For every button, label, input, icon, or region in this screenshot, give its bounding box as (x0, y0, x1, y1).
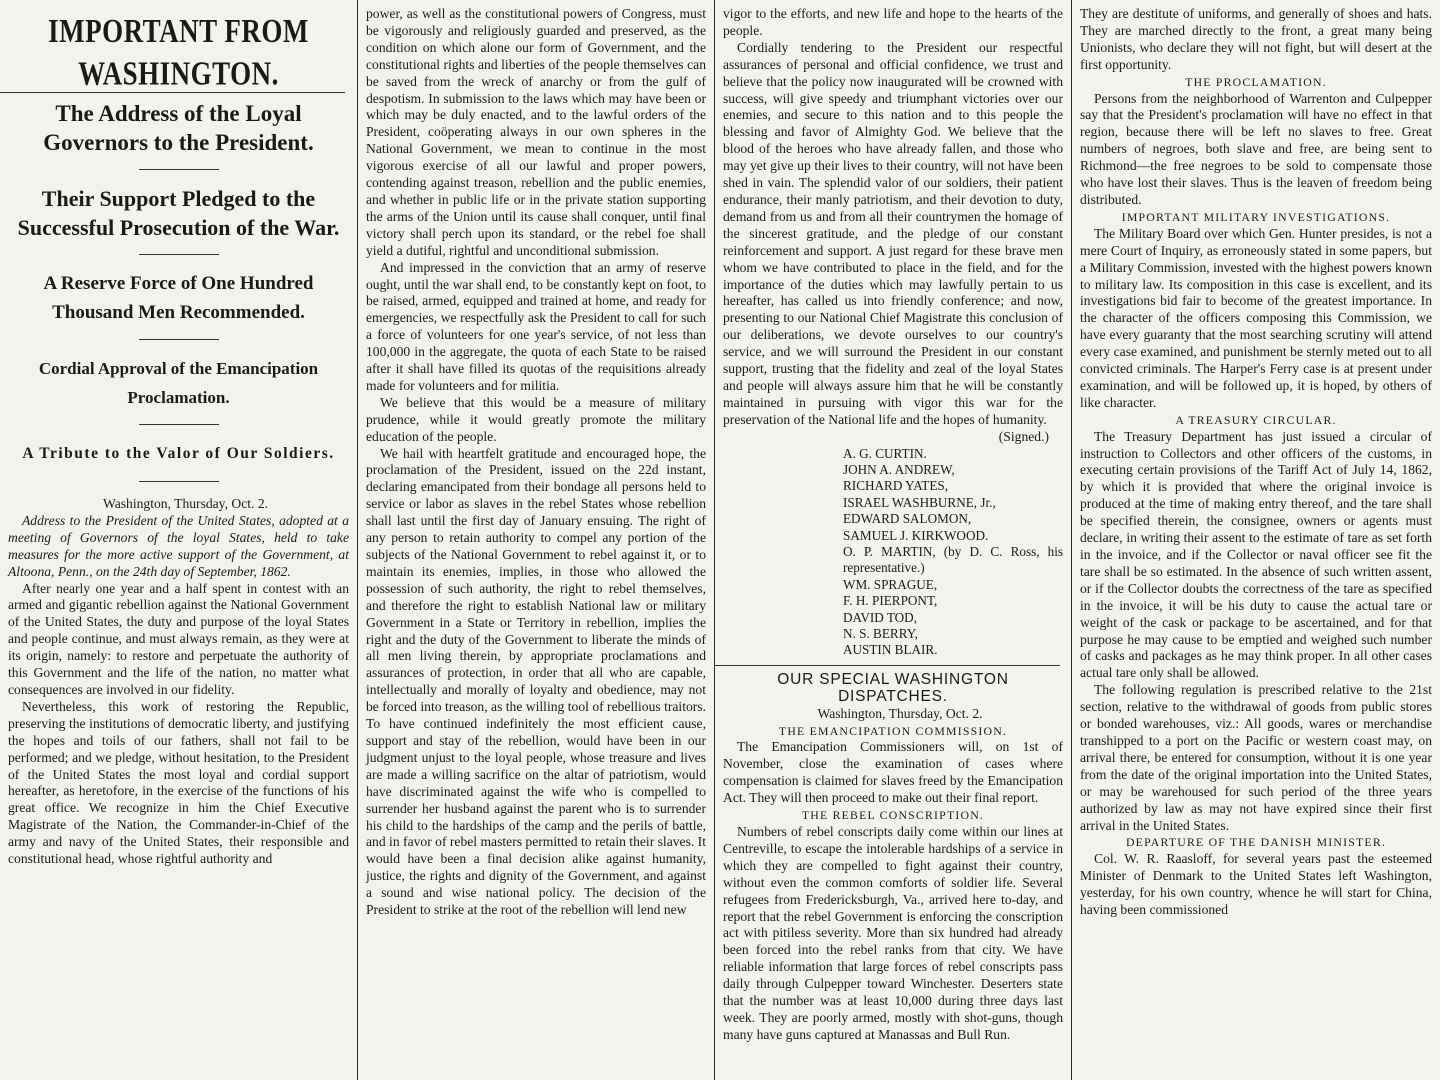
paragraph: Cordially tendering to the President our respectful assurances of personal and official confidence, we trust and believe that the policy now inaugurated will be crowned with success, will give speedy and triumphant victories over our enemies, and secure to this nation and to this people the blessing and favor of Almighty God. We believe that the blood of the heroes who have already fallen, and those who may yet give up their lives to their country, will not have been shed in vain. The splendid valor of our soldiers, their patient endurance, their manly patriotism, and their devotion to duty, demand from us and from all their countrymen the homage of the sincerest gratitude, and the pledge of our constant reinforcement and support. A just regard for these brave men whom we have contributed to place in the field, and for the importance of the duties which may lawfully pertain to us hereafter, has called us into friendly conference; and now, presenting to our National Chief Magistrate this conclusion of our deliberations, we devote ourselves to our country's service, and we will surround the President in our constant support, trusting that the fidelity and zeal of the loyal States and people will always assure him that he will be constantly maintained in pursuing with vigor this war for the preservation of the National life and the hopes of humanity. (723, 39, 1063, 427)
signatory: AUSTIN BLAIR. (843, 642, 938, 658)
paragraph: Numbers of rebel conscripts daily come within our lines at Centreville, to escape the intolerable hardships of a service in which they are compelled to fight against their country, without even the common comforts of soldier life. Several refugees from Fredericksburgh, Va., arrived here to-day, and report that the rebel Government is enforcing the conscription act with pitiless severity. More than six hundred had already been forced into the rebel ranks from that city. We have reliable information that large forces of rebel conscripts pass daily through Culpepper toward Winchester. Deserters state that the number was at least 10,000 during three days last week. They are poorly armed, mostly with shot-guns, though many have guns captured at Manassas and Bull Run. (723, 824, 1063, 1042)
signed-note: (Signed.) (998, 428, 1049, 444)
deck-2: Their Support Pledged to the Successful Prosecution of the War. (17, 186, 340, 240)
subheading: THE REBEL CONSCRIPTION. (801, 808, 985, 823)
dispatches-title: OUR SPECIAL WASHINGTON DISPATCHES. (777, 670, 1009, 705)
address-intro: Address to the President of the United States, adopted at a meeting of Governors of the loyal States, held to take measures for the more active support of the Government, at Altoona, Penn., on the 24th day of September, 1862. (8, 512, 349, 579)
column-3 (715, 0, 1072, 1080)
signatory: JOHN A. ANDREW, (843, 461, 955, 477)
deck-3: A Reserve Force of One Hundred Thousand Men Recommended. (43, 273, 314, 323)
deck-5: A Tribute to the Valor of Our Soldiers. (22, 445, 335, 462)
signatory: WM. SPRAGUE, (843, 576, 938, 592)
paragraph: They are destitute of uniforms, and generally of shoes and hats. They are marched directly to the front, a great many being Unionists, who declare they will not fight, but will desert at the first opportunity. (1080, 6, 1432, 72)
paragraph: The Military Board over which Gen. Hunter presides, is not a mere Court of Inquiry, as erroneously stated in some papers, but a Military Commission, invested with the highest powers known to military law. Its composition in this case is excellent, and its investigations bid fair to become of the greatest importance. In the character of the officers composing this Commission, we have every guaranty that the most searching scrutiny will attend every case examined, and punishment be sternly meted out to all convicted criminals. The Harper's Ferry case is at present under examination, and will be followed up, it is hoped, by others of like character. (1080, 225, 1432, 410)
subheading: THE PROCLAMATION. (1185, 74, 1327, 89)
paragraph: We hail with heartfelt gratitude and encouraged hope, the proclamation of the President, issued on the 22d instant, declaring emancipated from their bondage all persons held to service or labor as slaves in the rebel States whose rebellion shall last until the first day of January ensuing. The right of any person to retain authority to compel any portion of the subjects of the National Government to rebel against it, or to maintain its enemies, implies, in those who allowed the possession of such authority, the right to rebel themselves, and therefore the right to establish National law or military Government in a State or Territory in rebellion, implies the right and the duty of the Government to liberate the minds of all men living therein, by appropriate proclamations and assurances of protection, in order that all who are capable, intellectually and morally of loyalty and obedience, may not be forced into treason, as the willing tool of rebellious traitors. To have continued indefinitely the most efficient cause, support and stay of the rebellion, would have been in our judgment unjust to the loyal people, whose treasure and lives are made a willing sacrifice on the altar of patriotism, would have discriminated against the wife who is compelled to surrender her husband against the parent who is to surrender his child to the hardships of the camp and the perils of battle, and in favor of rebel masters permitted to retain their slaves. It would have been a final decision alike against humanity, justice, the rights and dignity of the Government, and against a sound and wise national policy. The decision of the President to strike at the root of the rebellion will lend new (366, 445, 706, 918)
paragraph: Nevertheless, this work of restoring the Republic, preserving the institutions of democratic liberty, and justifying the hopes and toils of our fathers, shall not fail to be performed; and we pledge, without hesitation, to the President of the United States the most loyal and cordial support hereafter, as heretofore, in the exercise of the functions of his great office. We recognize in him the Chief Executive Magistrate of the Nation, the Commander-in-Chief of the army and navy of the United States, their responsible and constitutional head, whose rightful authority and (8, 698, 349, 867)
signatory: A. G. CURTIN. (843, 445, 927, 461)
paragraph: power, as well as the constitutional powers of Congress, must be vigorously and religiously guarded and preserved, as the condition on which alone our form of Government, and the constitutional rights and liberties of the people themselves can be saved from the wreck of anarchy or from the gulf of despotism. In submission to the laws which may have been or which may be duly enacted, and to the lawful orders of the President, coöperating always in our own spheres in the National Government, we mean to continue in the most vigorous exercise of all our lawful and proper powers, contending against treason, rebellion and the public enemies, and whether in public life or in the private station supporting the arms of the Union until its cause shall conquer, until final victory shall perch upon its standard, or the rebel foe shall yield a dutiful, rightful and unconditional submission. (366, 6, 706, 258)
dateline: Washington, Thursday, Oct. 2. (817, 705, 983, 721)
subheading: A TREASURY CIRCULAR. (1175, 412, 1337, 427)
signatory: EDWARD SALOMON, (843, 511, 972, 527)
paragraph: The Treasury Department has just issued a circular of instruction to Collectors and other officers of the customs, in executing certain provisions of the Tariff Act of July 14, 1862, by which it is provided that where the original invoice is produced at the time of making entry thereof, and the tare shall be specified therein, the consignee, owners or agents must declare, in writing their assent to the estimate of tare as set forth in the invoice, and if the Collector or naval officer see fit the tare shall be so estimated. In the absence of such written assent, or if the Collector doubts the correctness of the tare as specified in the invoice, it will be his duty to cause the actual tare or weight of the cask or package to be ascertained, and for that purpose he may cause to be emptied and weighed such number of casks and packages as he may think proper. In all other cases actual tare only shall be allowed. (1080, 428, 1432, 681)
dateline: Washington, Thursday, Oct. 2. (102, 496, 269, 511)
signatory: SAMUEL J. KIRKWOOD. (843, 527, 989, 543)
paragraph: Persons from the neighborhood of Warrenton and Culpepper say that the President's proclamation will have no effect in that region, because there will be left no slaves to free. Great numbers of negroes, both slave and free, are being sent to Richmond—the free negroes to be sold to compensate those who have lost their slaves. Thus is the leaven of freedom being distributed. (1080, 90, 1432, 207)
section-rule (715, 665, 1060, 666)
deck-rule-1 (139, 169, 219, 170)
signatory: F. H. PIERPONT, (843, 593, 938, 609)
paragraph: We believe that this would be a measure of military prudence, while it would greatly promote the military education of the people. (366, 394, 706, 444)
column-2 (358, 0, 715, 1080)
signatory: N. S. BERRY, (843, 626, 918, 642)
signatory: ISRAEL WASHBURNE, Jr., (843, 494, 996, 510)
signatory: DAVID TOD, (843, 609, 918, 625)
masthead: IMPORTANT FROM WASHINGTON. (48, 12, 309, 92)
paragraph: The Emancipation Commissioners will, on 1st of November, close the examination of cases where compensation is claimed for slaves freed by the Emancipation Act. They will then proceed to make out their final report. (723, 739, 1063, 806)
deck-4: Cordial Approval of the Emancipation Proclamation. (38, 359, 319, 407)
deck-1: The Address of the Loyal Governors to the President. (43, 101, 314, 155)
deck-rule-2 (139, 254, 219, 255)
deck-rule-4 (139, 424, 219, 425)
paragraph: And impressed in the conviction that an army of reserve ought, until the war shall end, to be constantly kept on foot, to be raised, armed, equipped and trained at home, and ready for emergencies, we respectfully ask the President to call for such a force of volunteers for one year's service, of not less than 100,000 in the aggregate, the quota of each State to be raised after it shall have filled its quotas of the requisitions already made for volunteers and for militia. (366, 259, 706, 393)
paragraph: The following regulation is prescribed relative to the 21st section, relative to the withdrawal of goods from public stores or bonded warehouses, viz.: All goods, wares or merchandise transhipped to a port on the Pacific or western coast may, on arrival there, be entered for consumption, without it is one year from the date of the original importation into the United States, or may be warehoused for such period of the three years authorized by law as may not have expired since their first arrival in the United States. (1080, 682, 1432, 833)
paragraph: vigor to the efforts, and new life and hope to the hearts of the people. (723, 6, 1063, 38)
column-1 (0, 0, 358, 1080)
subheading: DEPARTURE OF THE DANISH MINISTER. (1125, 835, 1387, 850)
paragraph: After nearly one year and a half spent in contest with an armed and gigantic rebellion against the National Government of the United States, the duty and purpose of the loyal States and people continue, and must always remain, as they were at its origin, namely: to restore and perpetuate the authority of this Government and the life of the nation, no matter what consequences are involved in our fidelity. (8, 580, 349, 697)
signatory: RICHARD YATES, (843, 478, 949, 494)
signatory: O. P. MARTIN, (by D. C. Ross, his representative.) (843, 544, 1063, 576)
signatory-list (723, 446, 1063, 659)
deck-rule-5 (139, 481, 219, 482)
subheading: THE EMANCIPATION COMMISSION. (778, 723, 1008, 738)
subheading: IMPORTANT MILITARY INVESTIGATIONS. (1121, 209, 1391, 224)
deck-rule-3 (139, 339, 219, 340)
paragraph: Col. W. R. Raasloff, for several years past the esteemed Minister of Denmark to the United States left Washington, yesterday, for his own country, whence he will start for China, having been commissioned (1080, 851, 1432, 918)
column-4 (1072, 0, 1440, 1080)
